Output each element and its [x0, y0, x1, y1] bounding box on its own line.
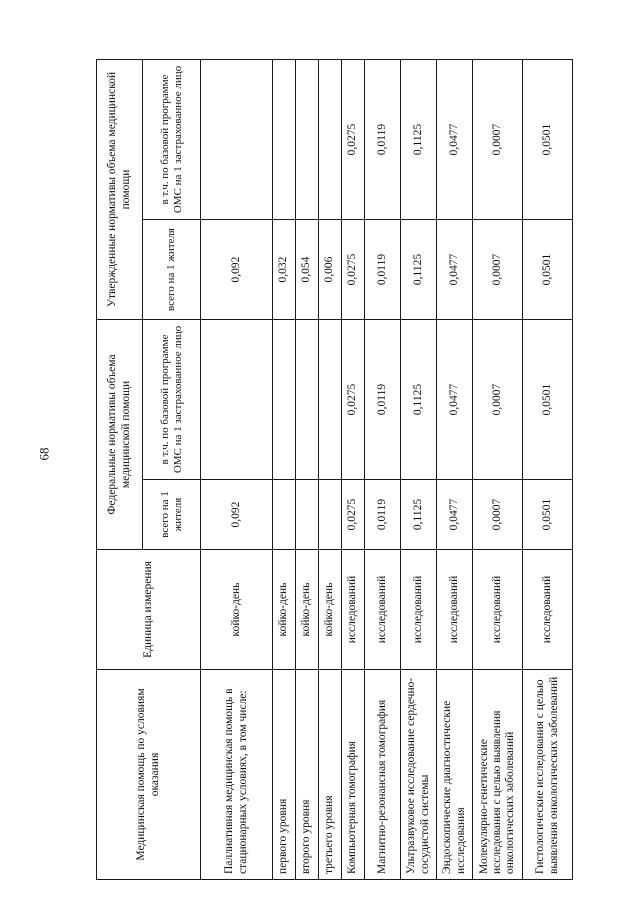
row-appr-oms: [296, 59, 319, 219]
row-fed-total: 0,0119: [365, 480, 401, 550]
row-fed-total: [296, 480, 319, 550]
table-row: [523, 59, 573, 879]
row-appr-total: 0,1125: [401, 220, 437, 320]
row-appr-oms: 0,0275: [342, 59, 365, 219]
header-unit: Единица измерения: [97, 550, 201, 670]
row-fed-total: 0,0477: [437, 480, 473, 550]
row-appr-oms: 0,0477: [437, 59, 473, 219]
row-appr-total: 0,006: [319, 220, 342, 320]
row-appr-oms: 0,0119: [365, 59, 401, 219]
row-appr-total: 0,092: [201, 220, 273, 320]
page-number: 68: [36, 447, 52, 461]
row-unit: исследований: [473, 550, 523, 670]
header-federal-norms: Федеральные нормативы объема медицинской помощи: [97, 320, 143, 550]
row-appr-oms: [319, 59, 342, 219]
row-unit: койко-день: [273, 550, 296, 670]
row-unit: койко-день: [319, 550, 342, 670]
row-unit: исследований: [342, 550, 365, 670]
header-care-conditions: Медицинская помощь по условиям оказания: [97, 670, 201, 880]
row-appr-oms: 0,0007: [473, 59, 523, 219]
row-fed-total: 0,0501: [523, 480, 573, 550]
row-fed-oms: 0,0501: [523, 320, 573, 480]
header-approved-norms: Утвержденные нормативы объема медицинской помощи: [97, 59, 143, 319]
row-unit: исследований: [437, 550, 473, 670]
table-row: [437, 59, 473, 879]
rotated-table-container: [96, 59, 573, 880]
row-fed-oms: 0,0275: [342, 320, 365, 480]
row-unit: койко-день: [296, 550, 319, 670]
norms-table: [96, 59, 573, 880]
row-appr-total: 0,0501: [523, 220, 573, 320]
row-fed-oms: [201, 320, 273, 480]
row-name: Магнитно-резонансная томография: [365, 670, 401, 880]
table-row: [473, 59, 523, 879]
row-fed-oms: 0,0119: [365, 320, 401, 480]
row-appr-total: 0,0477: [437, 220, 473, 320]
row-appr-total: 0,032: [273, 220, 296, 320]
row-name: Эндоскопические диагностические исследования: [437, 670, 473, 880]
row-name: Гистологические исследования с целью выявления онкологических заболеваний: [523, 670, 573, 880]
row-appr-total: 0,0007: [473, 220, 523, 320]
row-name: второго уровня: [296, 670, 319, 880]
row-unit: койко-день: [201, 550, 273, 670]
row-fed-total: [319, 480, 342, 550]
table-row: [201, 59, 273, 879]
row-appr-total: 0,0275: [342, 220, 365, 320]
header-approved-per-insured: в т.ч. по базовой программе ОМС на 1 застрахованное лицо: [143, 59, 201, 219]
header-federal-per-insured: в т.ч. по базовой программе ОМС на 1 застрахованное лицо: [143, 320, 201, 480]
row-fed-oms: [296, 320, 319, 480]
row-fed-oms: 0,0477: [437, 320, 473, 480]
row-name: Паллиативная медицинская помощь в стационарных условиях, в том числе:: [201, 670, 273, 880]
row-name: третьего уровня: [319, 670, 342, 880]
row-appr-oms: [273, 59, 296, 219]
row-fed-oms: 0,0007: [473, 320, 523, 480]
table-row: [365, 59, 401, 879]
row-fed-total: 0,0007: [473, 480, 523, 550]
table-row: [273, 59, 296, 879]
row-fed-total: 0,092: [201, 480, 273, 550]
row-unit: исследований: [365, 550, 401, 670]
row-name: Компьютерная томография: [342, 670, 365, 880]
row-appr-oms: [201, 59, 273, 219]
row-fed-oms: [319, 320, 342, 480]
row-appr-oms: 0,0501: [523, 59, 573, 219]
table-row: [319, 59, 342, 879]
row-fed-total: 0,0275: [342, 480, 365, 550]
table-row: [401, 59, 437, 879]
row-appr-oms: 0,1125: [401, 59, 437, 219]
table-row: [296, 59, 319, 879]
row-name: Молекулярно-генетические исследования с целью выявления онкологических заболеваний: [473, 670, 523, 880]
row-fed-oms: [273, 320, 296, 480]
row-appr-total: 0,054: [296, 220, 319, 320]
row-appr-total: 0,0119: [365, 220, 401, 320]
row-unit: исследований: [523, 550, 573, 670]
row-fed-total: [273, 480, 296, 550]
row-fed-oms: 0,1125: [401, 320, 437, 480]
row-fed-total: 0,1125: [401, 480, 437, 550]
row-name: первого уровня: [273, 670, 296, 880]
row-name: Ультразвуковое исследование сердечно-сосудистой системы: [401, 670, 437, 880]
header-approved-per-resident: всего на 1 жителя: [143, 220, 201, 320]
row-unit: исследований: [401, 550, 437, 670]
header-federal-per-resident: всего на 1 жителя: [143, 480, 201, 550]
table-row: [342, 59, 365, 879]
